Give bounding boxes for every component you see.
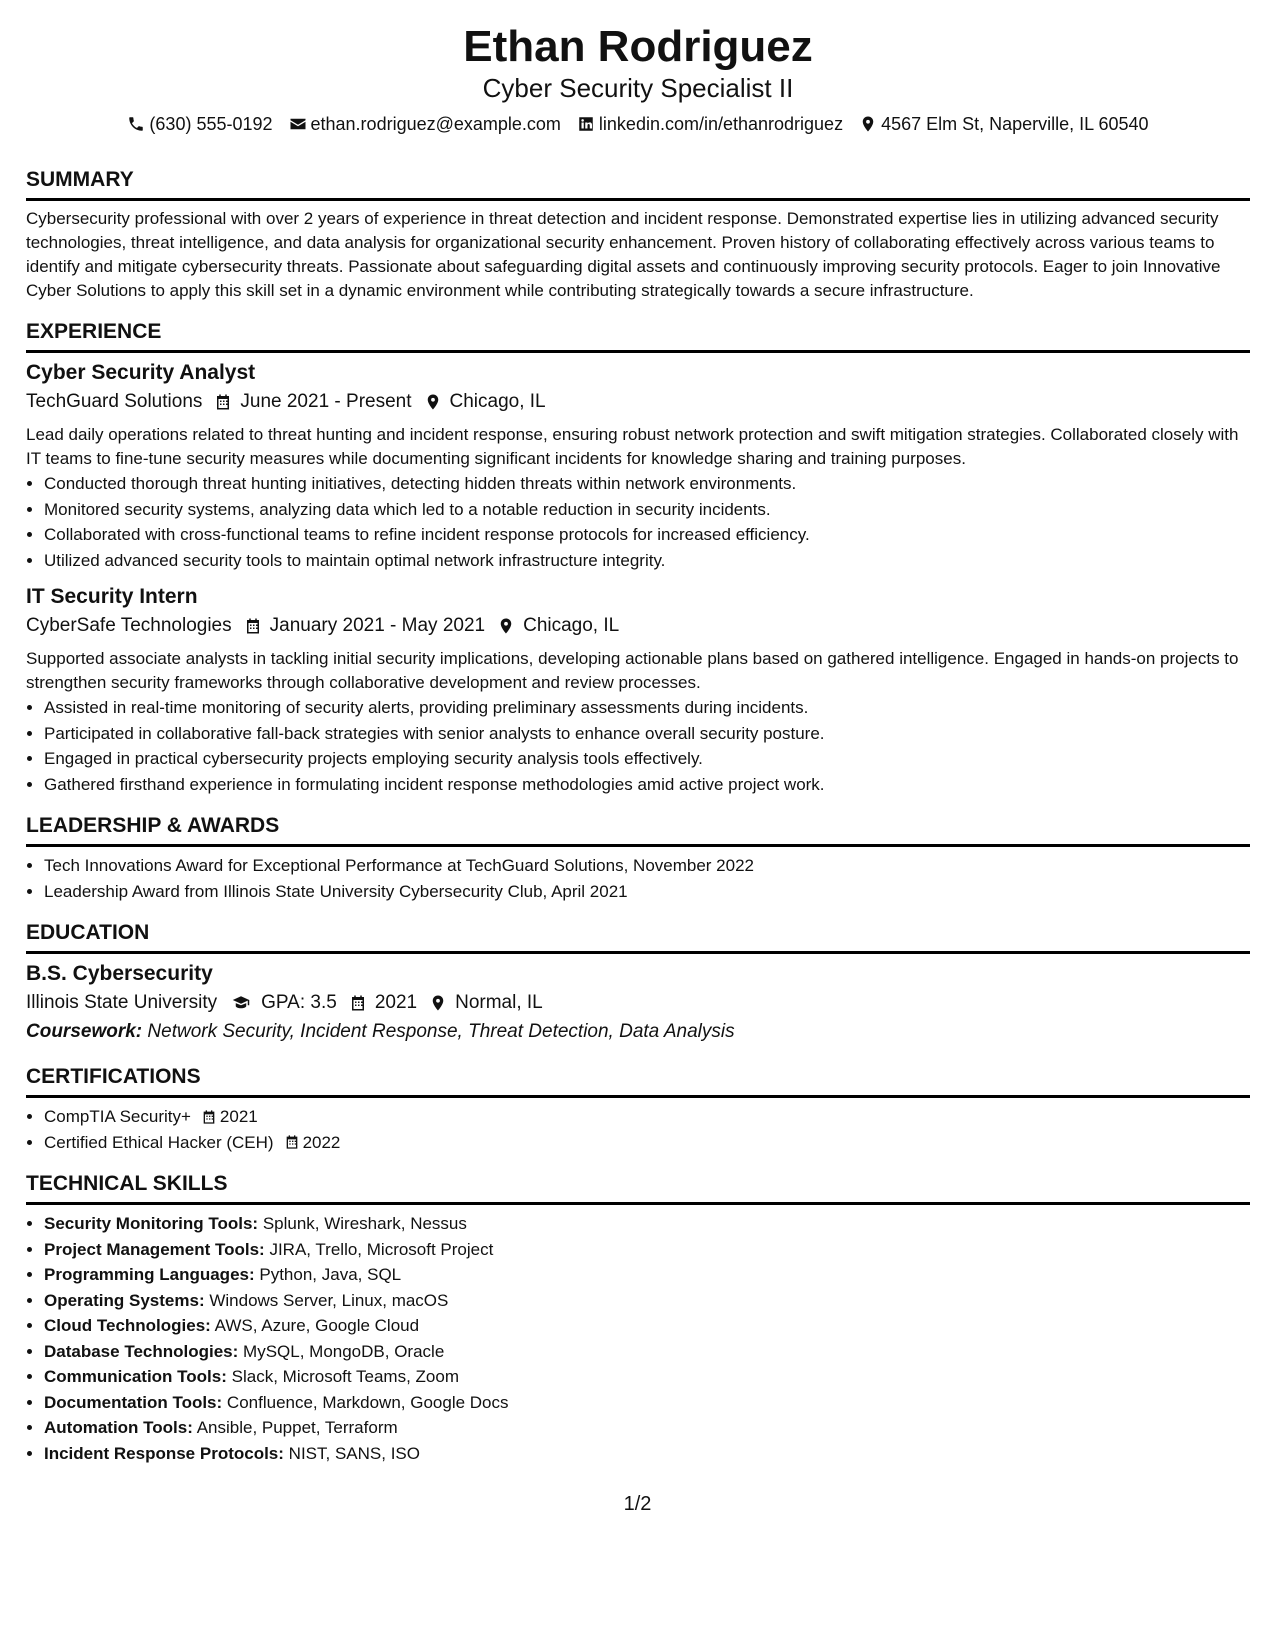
skill-label: Operating Systems: xyxy=(44,1290,205,1310)
job-bullets xyxy=(26,471,1250,573)
skill-value: JIRA, Trello, Microsoft Project xyxy=(269,1239,494,1259)
job-role: IT Security Intern xyxy=(26,585,198,608)
certifications-section xyxy=(26,1064,1250,1155)
job-dates xyxy=(214,387,411,417)
cert-year-text: 2021 xyxy=(219,1107,258,1126)
list-item: • Collaborated with cross-functional teams to refine incident response protocols for increased efficiency. xyxy=(44,522,1250,548)
list-item xyxy=(44,1237,1250,1263)
job-role: Cyber Security Analyst xyxy=(26,361,256,384)
skill-value: Ansible, Puppet, Terraform xyxy=(196,1418,398,1437)
list-item xyxy=(44,1415,1250,1441)
job-meta xyxy=(26,611,1250,641)
skill-label: Security Monitoring Tools: xyxy=(44,1214,259,1233)
list-item xyxy=(44,1339,1250,1365)
candidate-name: Ethan Rodriguez xyxy=(463,22,813,71)
job-location-text: Chicago, IL xyxy=(449,391,546,412)
education-location-text: Normal, IL xyxy=(455,992,543,1013)
skill-label: Incident Response Protocols: xyxy=(44,1443,284,1463)
cert-entry xyxy=(44,1104,258,1130)
list-item xyxy=(44,1288,1250,1314)
skills-heading: TECHNICAL SKILLS xyxy=(26,1171,1250,1205)
job-description: Supported associate analysts in tackling initial security implications, developing actionable plans based on gathered intelligence. Engaged in hands-on projects to strengthen security frameworks through collaborative development and review processes. xyxy=(26,649,1239,692)
phone-text: (630) 555-0192 xyxy=(149,114,273,134)
leadership-section xyxy=(26,813,1250,904)
email-icon xyxy=(289,115,307,133)
experience-section xyxy=(26,319,1250,797)
skill-value: MySQL, MongoDB, Oracle xyxy=(243,1341,445,1361)
list-item xyxy=(44,1441,1250,1467)
skill-label: Communication Tools: xyxy=(44,1367,227,1386)
education-location xyxy=(429,988,543,1018)
summary-text: Cybersecurity professional with over 2 years of experience in threat detection and incident response. Demonstrated expertise lies in utilizing advanced security technologies, threat intelligence, and data analysis for organizational security enhancement. Proven history of collaborating effectively across various teams to identify and mitigate cybersecurity threats. Passionate about safeguarding digital assets and continuously improving security protocols. Eager to join Innovative Cyber Solutions to apply this skill set in a dynamic environment while contributing strategically towards a secure infrastructure. xyxy=(26,209,1221,300)
coursework-label: Coursework: xyxy=(26,1021,143,1042)
address-text: 4567 Elm St, Naperville, IL 60540 xyxy=(881,114,1149,134)
school-name: Illinois State University xyxy=(26,992,218,1013)
skill-value: NIST, SANS, ISO xyxy=(288,1443,420,1463)
job-dates-text: June 2021 - Present xyxy=(240,391,412,412)
job-dates-text: January 2021 - May 2021 xyxy=(269,615,486,636)
skill-value: AWS, Azure, Google Cloud xyxy=(214,1316,420,1335)
gpa-text: GPA: 3.5 xyxy=(261,992,337,1013)
graduation-cap-icon xyxy=(229,994,253,1012)
job-company: CyberSafe Technologies xyxy=(26,615,232,636)
coursework xyxy=(26,1018,1250,1046)
education-meta xyxy=(26,988,1250,1018)
degree-title: B.S. Cybersecurity xyxy=(26,962,213,985)
list-item xyxy=(44,1313,1250,1339)
cert-year xyxy=(284,1130,341,1156)
location-icon xyxy=(429,994,447,1012)
job-location-text: Chicago, IL xyxy=(523,615,620,636)
calendar-icon xyxy=(284,1134,300,1150)
skill-value: Slack, Microsoft Teams, Zoom xyxy=(231,1367,459,1386)
skill-value: Windows Server, Linux, macOS xyxy=(209,1290,449,1310)
skill-label: Documentation Tools: xyxy=(44,1392,223,1412)
job-bullets xyxy=(26,695,1250,797)
list-item: • Participated in collaborative fall-back strategies with senior analysts to enhance overall security posture. xyxy=(44,721,1250,747)
skill-label: Programming Languages: xyxy=(44,1265,255,1284)
coursework-text: Network Security, Incident Response, Threat Detection, Data Analysis xyxy=(147,1021,735,1042)
location-icon xyxy=(424,393,442,411)
email-text[interactable]: ethan.rodriguez@example.com xyxy=(310,114,561,134)
skill-value: Confluence, Markdown, Google Docs xyxy=(226,1392,509,1412)
cert-entry xyxy=(44,1130,340,1156)
list-item xyxy=(44,1211,1250,1237)
education-section xyxy=(26,920,1250,1046)
list-item: • Utilized advanced security tools to maintain optimal network infrastructure integrity. xyxy=(44,548,1250,574)
list-item: • Conducted thorough threat hunting initiatives, detecting hidden threats within network environments. xyxy=(44,471,1250,497)
skill-label: Cloud Technologies: xyxy=(44,1316,211,1335)
cert-year-text: 2022 xyxy=(302,1132,341,1152)
graduation-year xyxy=(349,988,417,1018)
list-item: • Tech Innovations Award for Exceptional Performance at TechGuard Solutions, November 2022 xyxy=(44,853,1250,879)
list-item: • Gathered firsthand experience in formulating incident response methodologies amid active project work. xyxy=(44,772,1250,798)
list-item xyxy=(44,1390,1250,1416)
calendar-icon xyxy=(349,994,367,1012)
list-item xyxy=(44,1104,1250,1130)
linkedin-icon xyxy=(577,115,595,133)
resume-page xyxy=(26,22,1250,1466)
job-location xyxy=(497,611,619,641)
calendar-icon xyxy=(214,393,232,411)
location-icon xyxy=(859,115,877,133)
contact-address xyxy=(859,111,1149,137)
summary-heading: SUMMARY xyxy=(26,167,1250,201)
list-item xyxy=(44,1364,1250,1390)
job-dates xyxy=(244,611,485,641)
year-text: 2021 xyxy=(374,992,418,1013)
summary-section xyxy=(26,167,1250,303)
leadership-heading: LEADERSHIP & AWARDS xyxy=(26,813,1250,847)
contact-bar xyxy=(26,111,1250,137)
skill-label: Database Technologies: xyxy=(44,1341,239,1361)
skill-value: Python, Java, SQL xyxy=(259,1265,402,1284)
leadership-list xyxy=(26,853,1250,904)
job-company: TechGuard Solutions xyxy=(26,391,203,412)
certifications-list xyxy=(26,1104,1250,1155)
list-item xyxy=(44,1262,1250,1288)
skill-label: Automation Tools: xyxy=(44,1418,193,1437)
linkedin-text[interactable]: linkedin.com/in/ethanrodriguez xyxy=(598,114,844,134)
list-item xyxy=(44,1130,1250,1156)
job-entry xyxy=(26,359,1250,573)
contact-phone xyxy=(127,111,272,137)
contact-linkedin[interactable] xyxy=(577,111,843,137)
job-location xyxy=(424,387,546,417)
calendar-icon xyxy=(244,617,262,635)
list-item: • Engaged in practical cybersecurity projects employing security analysis tools effectively. xyxy=(44,746,1250,772)
job-meta xyxy=(26,387,1250,417)
skill-label: Project Management Tools: xyxy=(44,1239,265,1259)
cert-year xyxy=(201,1104,258,1130)
list-item: • Monitored security systems, analyzing data which led to a notable reduction in security incidents. xyxy=(44,497,1250,523)
cert-name: • Certified Ethical Hacker (CEH) xyxy=(44,1132,274,1152)
cert-name: • CompTIA Security+ xyxy=(44,1107,191,1126)
location-icon xyxy=(497,617,515,635)
phone-icon xyxy=(127,115,145,133)
skills-section xyxy=(26,1171,1250,1466)
page-number: 1/2 xyxy=(623,1493,652,1515)
skills-list xyxy=(26,1211,1250,1466)
job-entry xyxy=(26,583,1250,797)
education-heading: EDUCATION xyxy=(26,920,1250,954)
list-item: • Leadership Award from Illinois State University Cybersecurity Club, April 2021 xyxy=(44,879,1250,905)
job-title: Cyber Security Specialist II xyxy=(482,73,794,103)
calendar-icon xyxy=(201,1109,217,1125)
skill-value: Splunk, Wireshark, Nessus xyxy=(262,1214,467,1233)
list-item: • Assisted in real-time monitoring of security alerts, providing preliminary assessments during incidents. xyxy=(44,695,1250,721)
experience-heading: EXPERIENCE xyxy=(26,319,1250,353)
job-description: Lead daily operations related to threat hunting and incident response, ensuring robust network protection and swift mitigation strategies. Collaborated closely with IT teams to fine-tune security measures while documenting significant incidents for knowledge sharing and training purposes. xyxy=(26,425,1239,468)
contact-email[interactable] xyxy=(289,111,561,137)
certifications-heading: CERTIFICATIONS xyxy=(26,1064,1250,1098)
gpa xyxy=(229,988,337,1018)
